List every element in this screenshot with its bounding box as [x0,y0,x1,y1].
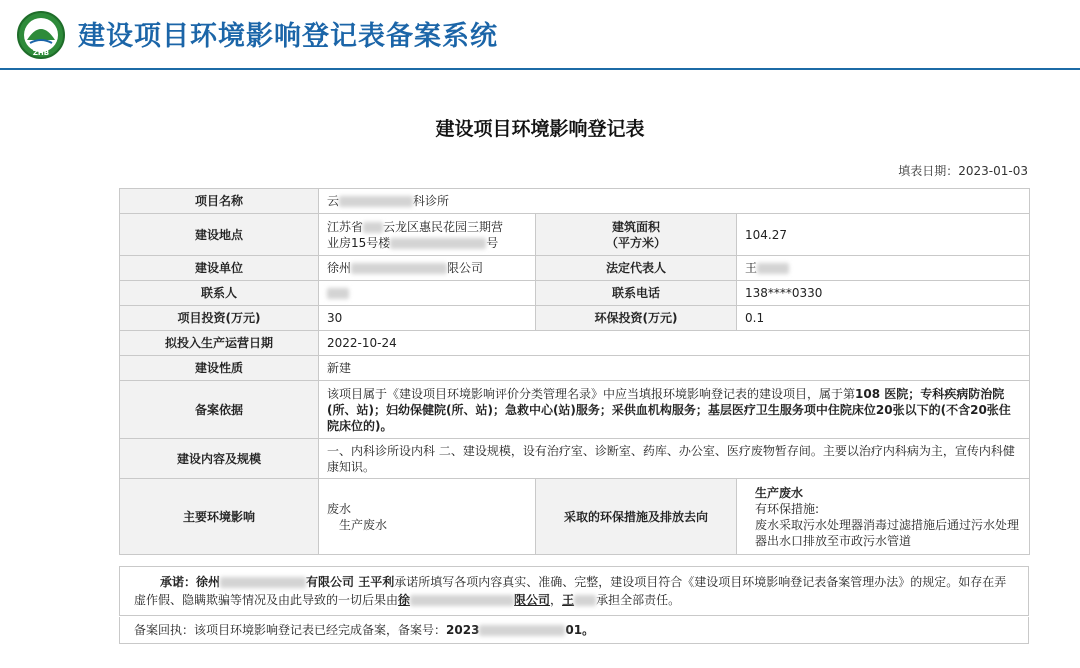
table-row [120,256,1030,281]
value-unit: 徐州 限公司 [319,256,536,281]
label-env-investment: 环保投资(万元) [536,306,737,331]
label-legal-rep: 法定代表人 [536,256,737,281]
table-row [120,214,1030,256]
filing-receipt: 备案回执：该项目环境影响登记表已经完成备案，备案号：2023 01。 [119,617,1029,644]
label-nature: 建设性质 [120,356,319,381]
label-basis: 备案依据 [120,381,319,439]
value-area: 104.27 [737,214,1030,256]
fill-date: 填表日期：2023-01-03 [898,164,1028,178]
label-contact: 联系人 [120,281,319,306]
label-site: 建设地点 [120,214,319,256]
value-phone: 138****0330 [737,281,1030,306]
table-row [120,381,1030,439]
value-legal-rep: 王 [737,256,1030,281]
table-row [120,331,1030,356]
site-header [0,0,1080,70]
label-measures: 采取的环保措施及排放去向 [536,479,737,555]
value-content: 一、内科诊所设内科 二、建设规模，设有治疗室、诊断室、药库、办公室、医疗废物暂存间。主要以治疗内科病为主，宣传内科健康知识。 [319,439,1030,479]
value-impact: 废水 生产废水 [319,479,536,555]
label-content: 建设内容及规模 [120,439,319,479]
value-site: 江苏省 云龙区惠民花园三期营 业房15号楼 号 [319,214,536,256]
table-row [120,479,1030,555]
label-unit: 建设单位 [120,256,319,281]
value-contact [319,281,536,306]
table-row [120,189,1030,214]
form-title: 建设项目环境影响登记表 [435,118,645,140]
label-phone: 联系电话 [536,281,737,306]
registration-table [119,188,1030,555]
table-row [120,281,1030,306]
value-env-investment: 0.1 [737,306,1030,331]
table-row [120,306,1030,331]
environmental-protection-logo[interactable] [16,10,66,60]
value-nature: 新建 [319,356,1030,381]
table-row [120,439,1030,479]
logo-text: ZHB [32,49,50,57]
table-row [120,356,1030,381]
label-project-name: 项目名称 [120,189,319,214]
label-impact: 主要环境影响 [120,479,319,555]
value-investment: 30 [319,306,536,331]
value-measures: 生产废水 有环保措施: 废水采取污水处理器消毒过滤措施后通过污水处理器出水口排放至市政污水管道 [737,479,1030,555]
commitment-statement: 承诺：徐州 有限公司 王平利承诺所填写各项内容真实、准确、完整，建设项目符合《建设项目环境影响登记表备案管理办法》的规定。如存在弄虚作假、隐瞒欺骗等情况及由此导致的一切后果由徐 限公司，王 承担全部责任。 [119,566,1029,616]
label-area: 建筑面积 （平方米） [536,214,737,256]
value-project-name: 云 科诊所 [319,189,1030,214]
value-start-date: 2022-10-24 [319,331,1030,356]
value-basis: 该项目属于《建设项目环境影响评价分类管理名录》中应当填报环境影响登记表的建设项目，属于第108 医院；专科疾病防治院(所、站)；妇幼保健院(所、站)；急救中心(站)服务；采供血机构服务；基层医疗卫生服务项中住院床位20张以下的(不含20张住院床位的)。 [319,381,1030,439]
site-title: 建设项目环境影响登记表备案系统 [78,21,498,52]
label-start-date: 拟投入生产运营日期 [120,331,319,356]
label-investment: 项目投资(万元) [120,306,319,331]
